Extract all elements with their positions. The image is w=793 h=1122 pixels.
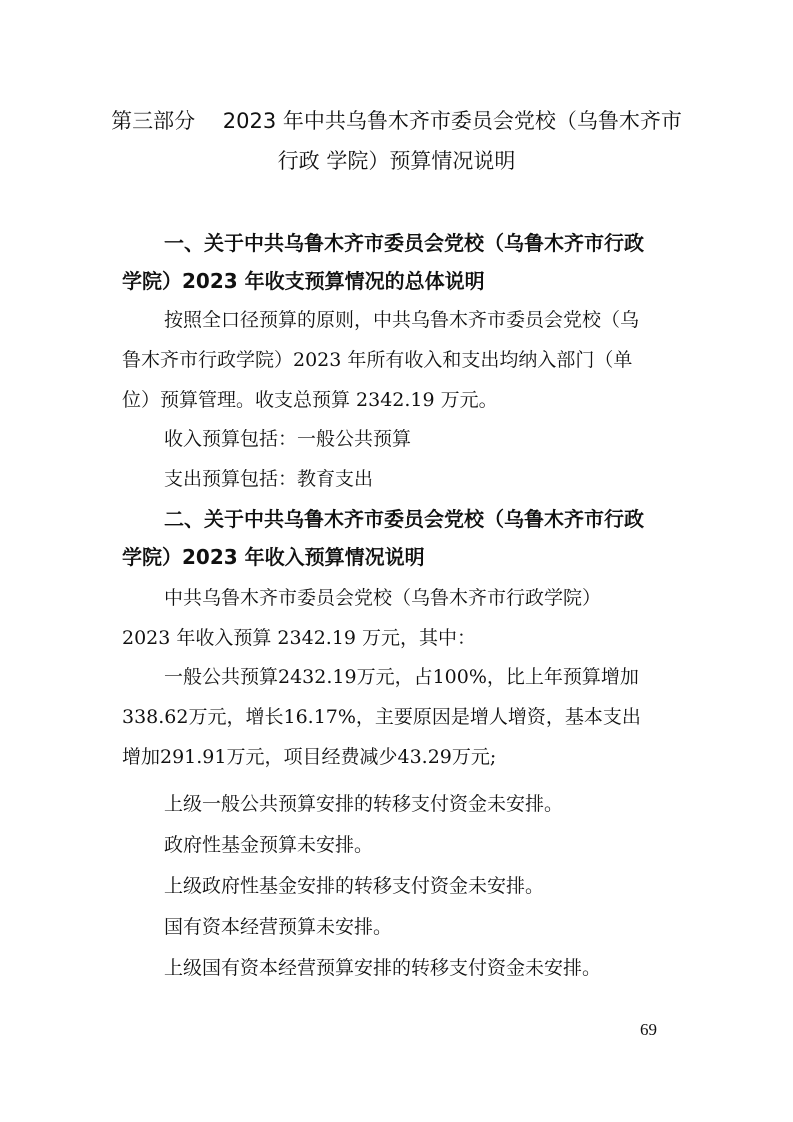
expense-budget-scope: 支出预算包括：教育支出 — [164, 468, 374, 490]
section-2-paragraph-2-line-1: 一般公共预算2432.19万元，占100%，比上年预算增加 — [164, 666, 639, 688]
title-line-2: 行政 学院）预算情况说明 — [277, 149, 516, 173]
list-item: 上级一般公共预算安排的转移支付资金未安排。 — [164, 793, 564, 815]
section-1-heading-line-2: 学院）2023 年收支预算情况的总体说明 — [122, 269, 485, 293]
page-number: 69 — [640, 1020, 657, 1039]
section-2-paragraph-2-line-3: 增加291.91万元，项目经费减少43.29万元; — [122, 746, 497, 768]
section-2-heading-line-1: 二、关于中共乌鲁木齐市委员会党校（乌鲁木齐市行政 — [164, 507, 644, 531]
list-item: 上级政府性基金安排的转移支付资金未安排。 — [164, 875, 545, 897]
income-budget-scope: 收入预算包括：一般公共预算 — [164, 428, 412, 450]
section-1-paragraph-line-3: 位）预算管理。收支总预算 2342.19 万元。 — [122, 389, 498, 411]
title-line-1: 第三部分 2023 年中共乌鲁木齐市委员会党校（乌鲁木齐市 — [111, 109, 682, 133]
section-2-paragraph-1-line-1: 中共乌鲁木齐市委员会党校（乌鲁木齐市行政学院） — [164, 587, 602, 609]
list-item: 国有资本经营预算未安排。 — [164, 916, 393, 938]
list-item: 政府性基金预算未安排。 — [164, 834, 374, 856]
list-item: 上级国有资本经营预算安排的转移支付资金未安排。 — [164, 957, 602, 979]
section-2-paragraph-2-line-2: 338.62万元，增长16.17%，主要原因是增人增资，基本支出 — [122, 706, 641, 728]
section-1-paragraph-line-1: 按照全口径预算的原则，中共乌鲁木齐市委员会党校（乌 — [164, 309, 640, 331]
section-2-paragraph-1-line-2: 2023 年收入预算 2342.19 万元，其中： — [122, 627, 477, 649]
section-2-heading-line-2: 学院）2023 年收入预算情况说明 — [122, 545, 425, 569]
section-1-paragraph-line-2: 鲁木齐市行政学院）2023 年所有收入和支出均纳入部门（单 — [122, 349, 633, 371]
section-1-heading-line-1: 一、关于中共乌鲁木齐市委员会党校（乌鲁木齐市行政 — [164, 231, 644, 255]
